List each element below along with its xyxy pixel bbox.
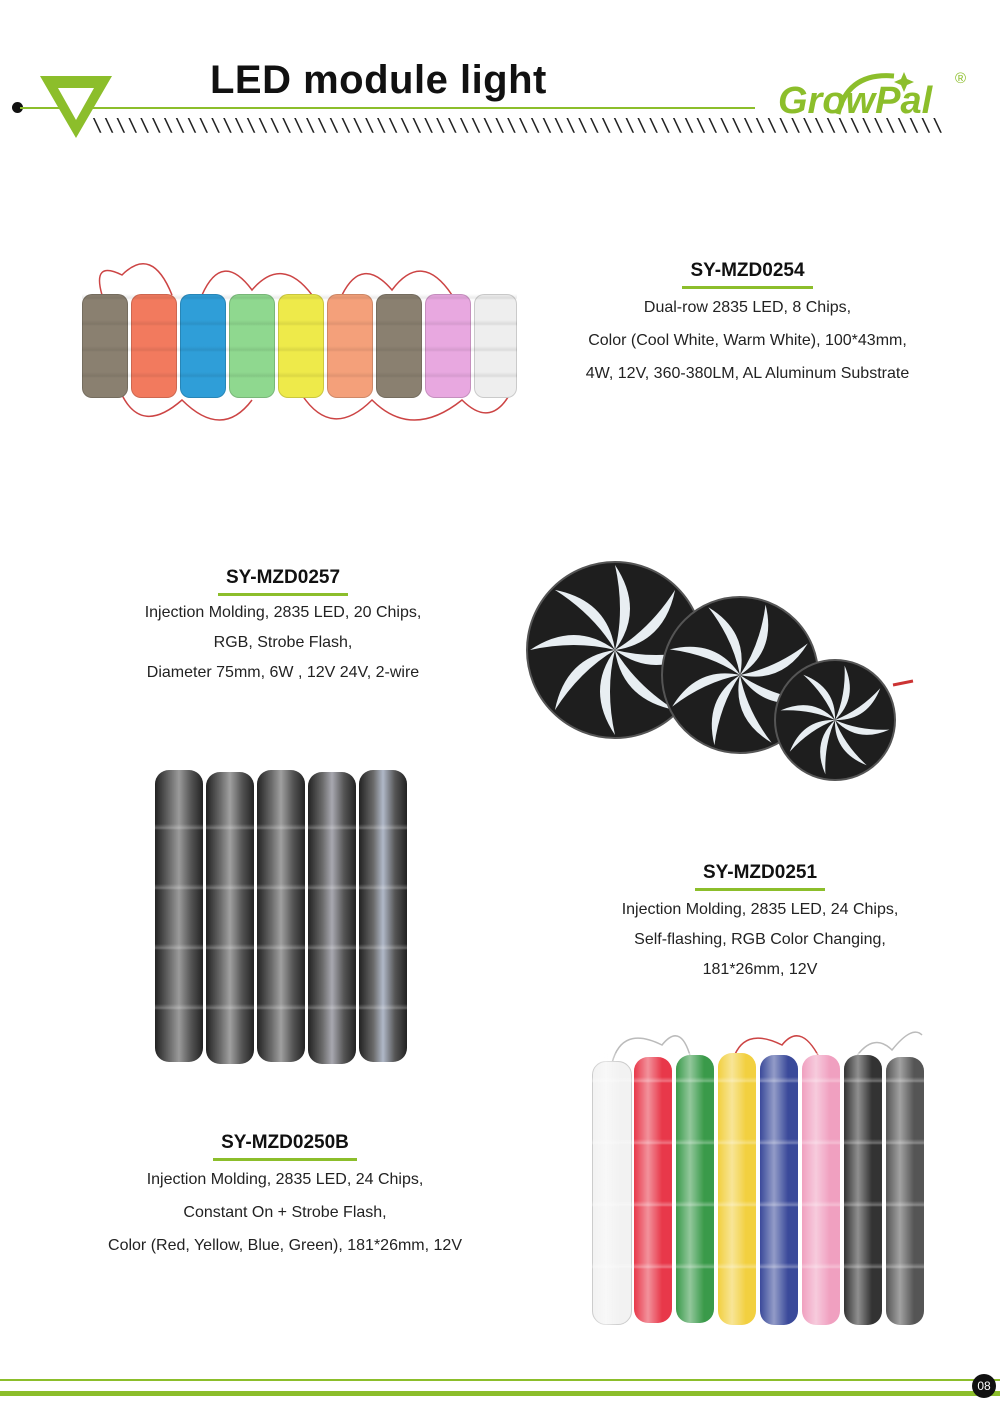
product-block-mzd0250b [85,1132,485,1255]
chip-texture [592,1053,924,1325]
product-spec-line: Diameter 75mm, 6W , 12V 24V, 2-wire [146,664,420,681]
product-image-mzd0257 [525,555,915,785]
module-color-4 [229,294,275,398]
product-spec-line: Dual-row 2835 LED, 8 Chips, [643,299,852,316]
product-name: SY-MZD0257 [218,567,348,596]
product-image-mzd0250b [592,1025,932,1330]
product-spec-line: Injection Molding, 2835 LED, 20 Chips, [144,604,422,621]
decorative-slashes: \\\\\\\\\\\\\\\\\\\\\\\\\\\\\\\\\\\\\\\\\\\\\\\\\\\\\\\\\\\\\\\\\\\\\\\\ [92,115,945,136]
product-name: SY-MZD0251 [695,862,825,891]
module-color-6 [327,294,373,398]
product-spec-line: Injection Molding, 2835 LED, 24 Chips, [146,1171,424,1188]
product-spec-line: Injection Molding, 2835 LED, 24 Chips, [621,901,899,918]
product-block-mzd0257 [103,567,463,682]
module-color-2 [131,294,177,398]
registered-mark: ® [955,70,967,87]
product-spec-line: Color (Cool White, Warm White), 100*43mm, [588,332,907,349]
product-block-mzd0254 [560,260,935,383]
page-title: LED module light [210,58,547,102]
module-color-3 [180,294,226,398]
page-number: 08 [972,1374,996,1398]
product-spec-line: Constant On + Strobe Flash, [183,1204,387,1221]
product-spec-line: Self-flashing, RGB Color Changing, [634,931,886,948]
module-color-1 [82,294,128,398]
product-spec-line: RGB, Strobe Flash, [213,634,353,651]
module-color-9 [474,294,517,398]
chip-texture [155,770,407,1064]
product-image-mzd0254 [82,250,517,440]
footer-rule-thin [0,1379,1000,1381]
footer-rule-thick [0,1391,1000,1396]
product-block-mzd0251 [575,862,945,979]
product-spec-line: 4W, 12V, 360-380LM, AL Aluminum Substrate [585,365,910,382]
header-rule [20,107,755,109]
module-color-8 [425,294,471,398]
product-name: SY-MZD0250B [213,1132,357,1161]
product-spec-line: Color (Red, Yellow, Blue, Green), 181*26mm, 12V [108,1237,462,1254]
brand-logo: GrowPal [778,80,933,122]
product-name: SY-MZD0254 [682,260,812,289]
module-color-7 [376,294,422,398]
product-image-mzd0251 [155,770,407,1068]
product-spec-line: 181*26mm, 12V [702,961,818,978]
module-color-5 [278,294,324,398]
